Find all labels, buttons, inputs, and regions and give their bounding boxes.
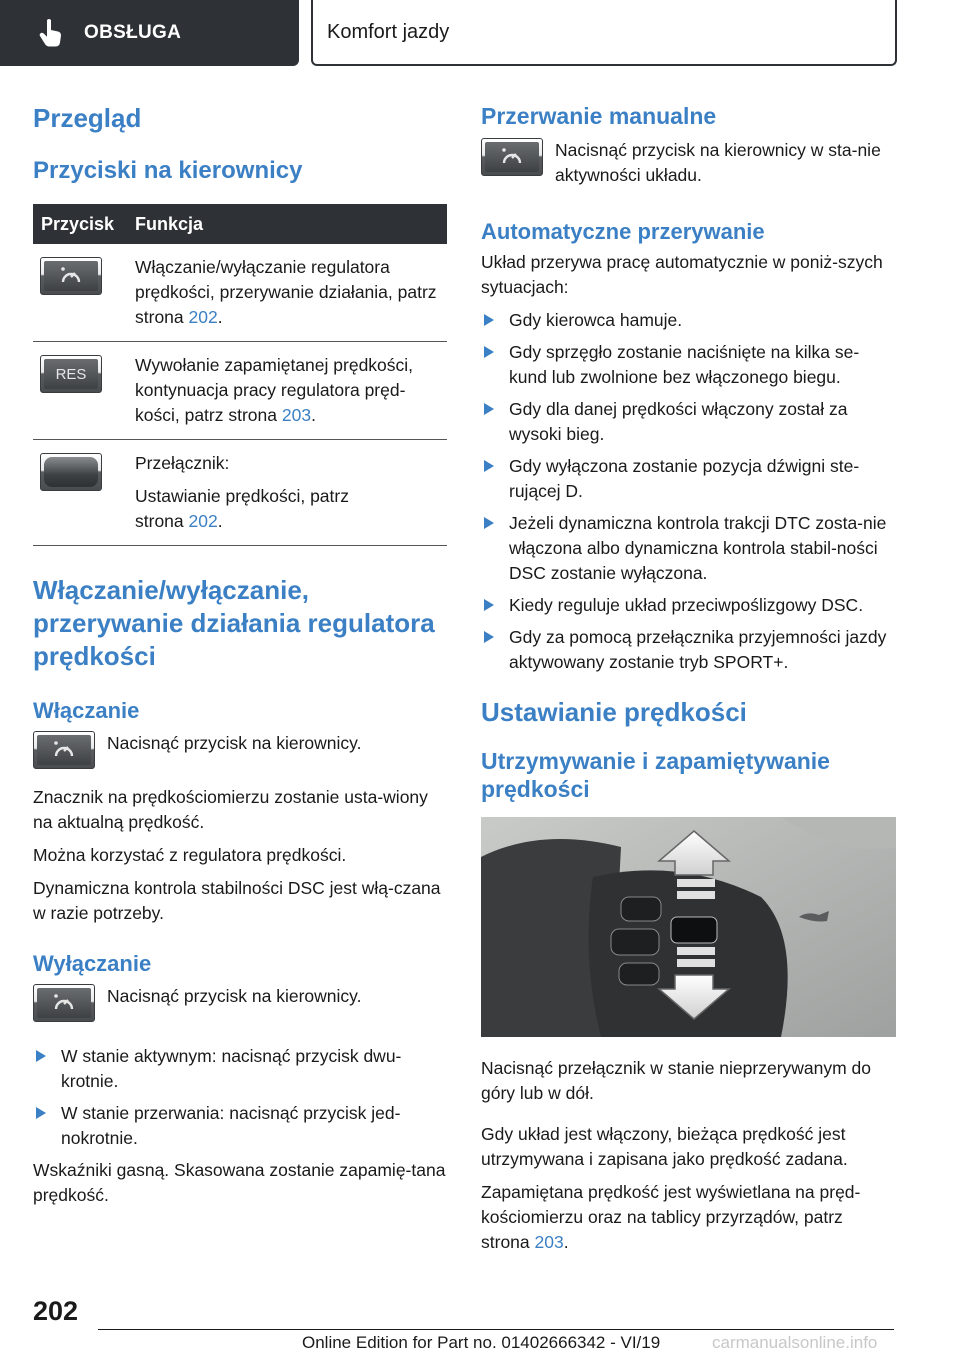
triangle-bullet-icon: [484, 599, 494, 611]
list-item-text: Gdy wyłączona zostanie pozycja dźwigni ste-rującej D.: [509, 456, 860, 501]
off-paragraph: Wskaźniki gasną. Skasowana zostanie zapamię-tana prędkość.: [33, 1160, 446, 1205]
page-link[interactable]: 203: [534, 1232, 564, 1252]
right-column: [481, 100, 894, 1255]
cruise-control-button-icon: [33, 731, 95, 769]
cruise-control-button-icon: [481, 138, 543, 176]
list-item: [481, 593, 894, 618]
list-item-text: W stanie aktywnym: nacisnąć przycisk dwu-krotnie.: [61, 1046, 402, 1091]
triangle-bullet-icon: [36, 1050, 46, 1062]
page-link[interactable]: 202: [188, 511, 218, 531]
col-header-function: Funkcja: [123, 204, 447, 244]
list-item: [33, 1044, 447, 1094]
list-item: [481, 511, 894, 586]
buttons-table: [33, 204, 447, 546]
auto-intro: Układ przerywa pracę automatycznie w poniż-szych sytuacjach:: [481, 252, 883, 297]
auto-heading: Automatyczne przerywanie: [481, 219, 765, 244]
page-link[interactable]: 202: [188, 307, 218, 327]
overview-heading: Przegląd: [33, 103, 142, 133]
list-item: [481, 454, 894, 504]
paragraph-2: Gdy układ jest włączony, bieżąca prędkość jest utrzymywana i zapisana jako prędkość zadana.: [481, 1124, 848, 1169]
triangle-bullet-icon: [484, 314, 494, 326]
list-item-text: Gdy dla danej prędkości włączony został za wysoki bieg.: [509, 399, 848, 444]
off-heading: Wyłączanie: [33, 951, 152, 976]
watermark: carmanualsonline.info: [712, 1333, 878, 1352]
on-paragraph-2: Można korzystać z regulatora prędkości.: [33, 845, 347, 865]
triangle-bullet-icon: [484, 631, 494, 643]
triangle-bullet-icon: [484, 460, 494, 472]
speed-heading: Ustawianie prędkości: [481, 697, 747, 727]
footer-divider: [98, 1329, 894, 1330]
row-text-3: strona: [135, 511, 189, 531]
list-item-text: W stanie przerwania: nacisnąć przycisk jed-nokrotnie.: [61, 1103, 401, 1148]
row-text: Przełącznik:: [135, 453, 230, 473]
steering-wheel-rocker-image: [481, 817, 896, 1037]
paragraph-3: Zapamiętana prędkość jest wyświetlana na pręd-kościomierzu oraz na tablicy przyrządów, patrz strona 203.: [481, 1182, 861, 1252]
list-item: [33, 1101, 447, 1151]
row-text-2: Ustawianie prędkości, patrz: [135, 486, 349, 506]
section-tab: [0, 0, 299, 66]
on-instruction: Nacisnąć przycisk na kierownicy.: [107, 733, 362, 753]
triangle-bullet-icon: [484, 346, 494, 358]
auto-list: [481, 308, 894, 675]
rocker-switch-icon: [40, 453, 102, 491]
list-item-text: Gdy kierowca hamuje.: [509, 310, 683, 330]
table-row: [33, 440, 447, 546]
col-header-button: Przycisk: [33, 204, 123, 244]
list-item: [481, 308, 894, 333]
left-column: [33, 100, 447, 1208]
page-number: 202: [33, 1296, 79, 1326]
list-item-text: Kiedy reguluje układ przeciwpoślizgowy DSC.: [509, 595, 864, 615]
paragraph-3-text: Zapamiętana prędkość jest wyświetlana na pręd-kościomierzu oraz na tablicy przyrządów, patrz: [481, 1182, 861, 1227]
list-item: [481, 340, 894, 390]
triangle-bullet-icon: [36, 1107, 46, 1119]
row-function-text: Włączanie/wyłączanie regulatora prędkości, przerywanie działania, patrz strona 202.: [123, 244, 447, 342]
cruise-control-button-icon: [40, 257, 102, 295]
triangle-bullet-icon: [484, 517, 494, 529]
paragraph-3-text-2: strona: [481, 1232, 535, 1252]
off-list: [33, 1044, 447, 1151]
off-instruction: Nacisnąć przycisk na kierownicy.: [107, 986, 362, 1006]
list-item: [481, 625, 894, 675]
chapter-title: Komfort jazdy: [327, 20, 450, 43]
buttons-heading: Przyciski na kierownicy: [33, 157, 303, 184]
table-row: [33, 342, 447, 440]
triangle-bullet-icon: [484, 403, 494, 415]
section-label: OBSŁUGA: [84, 22, 182, 43]
on-paragraph-3: Dynamiczna kontrola stabilności DSC jest włą-czana w razie potrzeby.: [33, 878, 441, 923]
list-item-text: Gdy sprzęgło zostanie naciśnięte na kilka se-kund lub zwolnione bez włączonego biegu.: [509, 342, 860, 387]
manual-text: Nacisnąć przycisk na kierownicy w sta-nie aktywności układu.: [555, 140, 881, 185]
on-heading: Włączanie: [33, 698, 140, 723]
paragraph-1: Nacisnąć przełącznik w stanie nieprzerywanym do góry lub w dół.: [481, 1058, 872, 1103]
list-item-text: Jeżeli dynamiczna kontrola trakcji DTC zosta-nie włączona albo dynamiczna kontrola stabil-ności DSC zostanie wyłączona.: [509, 513, 887, 583]
cruise-control-button-icon: [33, 984, 95, 1022]
row-text: Wywołanie zapamiętanej prędkości, kontynuacja pracy regulatora pręd-kości, patrz strona: [135, 355, 414, 425]
page-link[interactable]: 203: [281, 405, 312, 425]
hold-heading: Utrzymywanie i zapamiętywanie prędkości: [481, 748, 830, 802]
table-row: [33, 244, 447, 342]
chapter-header: [311, 0, 897, 66]
manual-heading: Przerwanie manualne: [481, 103, 717, 129]
onoff-heading: Włączanie/wyłączanie, przerywanie działania regulatora prędkości: [33, 575, 435, 671]
row-text: Włączanie/wyłączanie regulatora prędkości, przerywanie działania, patrz strona: [135, 257, 437, 327]
row-function-text: Przełącznik: Ustawianie prędkości, patrz strona 202.: [123, 440, 447, 546]
on-paragraph-1: Znacznik na prędkościomierzu zostanie usta-wiony na aktualną prędkość.: [33, 787, 428, 832]
edition-text: Online Edition for Part no. 01402666342 - VI/19: [302, 1333, 661, 1352]
hand-icon: [38, 18, 64, 48]
list-item-text: Gdy za pomocą przełącznika przyjemności jazdy aktywowany zostanie tryb SPORT+.: [509, 627, 887, 672]
row-function-text: Wywołanie zapamiętanej prędkości, kontynuacja pracy regulatora pręd-kości, patrz strona 203.: [123, 342, 447, 440]
res-label: RES: [44, 359, 98, 389]
list-item: [481, 397, 894, 447]
res-button-icon: [40, 355, 102, 393]
